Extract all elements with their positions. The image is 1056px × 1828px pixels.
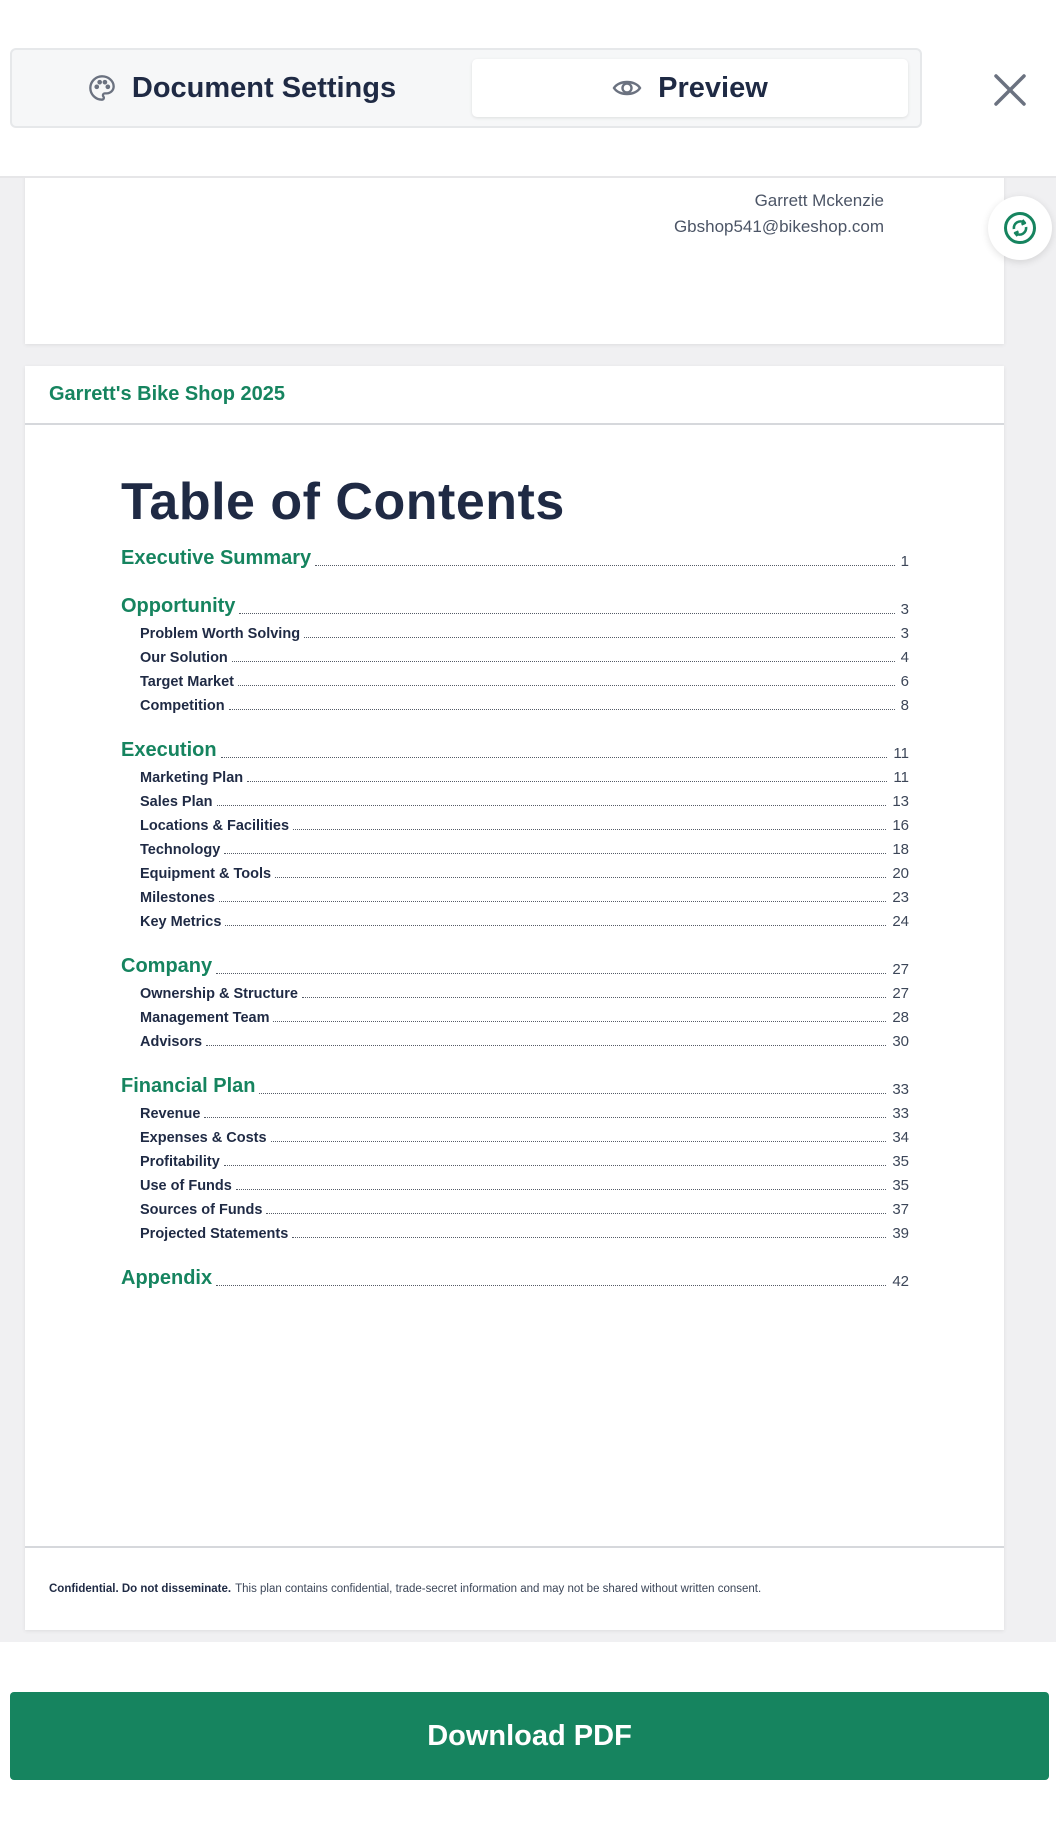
toc-entry-sub[interactable] xyxy=(121,692,909,716)
toc-entry-page: 3 xyxy=(900,601,909,618)
toc-subentry-label: Use of Funds xyxy=(140,1178,232,1194)
document-title: Garrett's Bike Shop 2025 xyxy=(49,383,285,405)
toc-subentry-label: Our Solution xyxy=(140,650,228,666)
toc-entry-label: Company xyxy=(121,955,213,977)
confidential-text: This plan contains confidential, trade-secret information and may not be shared without written consent. xyxy=(235,1583,762,1595)
toc-entry-main[interactable] xyxy=(121,590,909,620)
toc-section xyxy=(121,542,909,572)
toc-entry-sub[interactable] xyxy=(121,908,909,932)
dot-leader xyxy=(275,877,886,878)
dot-leader xyxy=(229,709,895,710)
tab-preview-label: Preview xyxy=(658,71,768,104)
toc-subentry-label: Profitability xyxy=(140,1154,220,1170)
toc-section xyxy=(121,590,909,716)
toc-subentry-label: Advisors xyxy=(140,1034,203,1050)
dot-leader xyxy=(224,1165,887,1166)
toc-entry-main[interactable] xyxy=(121,1070,909,1100)
toc-section xyxy=(121,1262,909,1292)
toc-entry-main[interactable] xyxy=(121,734,909,764)
close-button[interactable] xyxy=(990,70,1030,110)
toc-subentry-page: 3 xyxy=(900,625,909,642)
toc-entry-main[interactable] xyxy=(121,1262,909,1292)
toc-subentry-page: 30 xyxy=(892,1033,909,1050)
toc-entry-sub[interactable] xyxy=(121,1028,909,1052)
toc-entry-sub[interactable] xyxy=(121,644,909,668)
toc-entry-sub[interactable] xyxy=(121,668,909,692)
dot-leader xyxy=(206,1045,886,1046)
toc-subentry-page: 37 xyxy=(892,1201,909,1218)
dot-leader xyxy=(292,1237,886,1238)
toc-subentry-page: 6 xyxy=(900,673,909,690)
toc-list xyxy=(121,542,909,1292)
dot-leader xyxy=(221,757,888,758)
dot-leader xyxy=(273,1021,886,1022)
toc-section xyxy=(121,950,909,1052)
toc-subentry-page: 33 xyxy=(892,1105,909,1122)
dot-leader xyxy=(219,901,886,902)
toc-entry-sub[interactable] xyxy=(121,812,909,836)
cover-contact xyxy=(674,188,884,240)
toc-entry-page: 1 xyxy=(900,553,909,570)
close-icon xyxy=(990,70,1030,110)
dot-leader xyxy=(304,637,895,638)
toc-entry-sub[interactable] xyxy=(121,980,909,1004)
toc-entry-sub[interactable] xyxy=(121,620,909,644)
top-header xyxy=(0,0,1056,176)
toc-entry-sub[interactable] xyxy=(121,1124,909,1148)
toc-subentry-label: Revenue xyxy=(140,1106,201,1122)
toc-subentry-page: 16 xyxy=(892,817,909,834)
toc-entry-sub[interactable] xyxy=(121,1172,909,1196)
dot-leader xyxy=(217,805,887,806)
toc-entry-label: Executive Summary xyxy=(121,547,312,569)
toc-section xyxy=(121,734,909,932)
toc-subentry-label: Ownership & Structure xyxy=(140,986,298,1002)
download-pdf-button[interactable]: Download PDF xyxy=(10,1692,1049,1780)
toc-subentry-page: 24 xyxy=(892,913,909,930)
toc-entry-main[interactable] xyxy=(121,542,909,572)
bottom-bar xyxy=(0,1642,1056,1828)
toc-subentry-label: Milestones xyxy=(140,890,215,906)
toc-entry-sub[interactable] xyxy=(121,764,909,788)
toc-entry-label: Financial Plan xyxy=(121,1075,256,1097)
eye-icon xyxy=(612,77,642,99)
toc-entry-label: Execution xyxy=(121,739,217,761)
toc-subentry-page: 35 xyxy=(892,1177,909,1194)
confidential-bold: Confidential. Do not disseminate. xyxy=(49,1583,232,1595)
toc-subentry-label: Key Metrics xyxy=(140,914,222,930)
toc-subentry-page: 35 xyxy=(892,1153,909,1170)
sync-button[interactable] xyxy=(988,196,1052,260)
toc-entry-main[interactable] xyxy=(121,950,909,980)
dot-leader xyxy=(271,1141,887,1142)
dot-leader xyxy=(204,1117,886,1118)
dot-leader xyxy=(225,925,886,926)
toc-entry-sub[interactable] xyxy=(121,1220,909,1244)
toc-entry-label: Opportunity xyxy=(121,595,236,617)
toc-entry-page: 42 xyxy=(892,1273,909,1290)
author-email: Gbshop541@bikeshop.com xyxy=(673,217,884,236)
toc-subentry-page: 27 xyxy=(892,985,909,1002)
cover-page xyxy=(25,176,1004,344)
toc-entry-sub[interactable] xyxy=(121,884,909,908)
tab-preview[interactable] xyxy=(472,59,908,117)
table-of-contents xyxy=(121,470,909,1292)
toc-subentry-page: 23 xyxy=(892,889,909,906)
toc-subentry-label: Management Team xyxy=(140,1010,270,1026)
dot-leader xyxy=(239,613,894,614)
toc-subentry-page: 8 xyxy=(900,697,909,714)
toc-subentry-label: Projected Statements xyxy=(140,1226,289,1242)
toc-entry-page: 27 xyxy=(892,961,909,978)
toc-subentry-label: Expenses & Costs xyxy=(140,1130,267,1146)
document-preview-area[interactable] xyxy=(0,176,1056,1642)
toc-entry-label: Appendix xyxy=(121,1267,213,1289)
toc-subentry-label: Target Market xyxy=(140,674,235,690)
dot-leader xyxy=(224,853,886,854)
dot-leader xyxy=(259,1093,886,1094)
dot-leader xyxy=(302,997,886,998)
dot-leader xyxy=(293,829,886,830)
toc-subentry-page: 11 xyxy=(893,769,909,786)
toc-subentry-label: Technology xyxy=(140,842,221,858)
toc-subentry-page: 20 xyxy=(892,865,909,882)
toc-entry-sub[interactable] xyxy=(121,1004,909,1028)
palette-icon xyxy=(88,74,116,102)
toc-subentry-label: Sources of Funds xyxy=(140,1202,263,1218)
toc-subentry-page: 4 xyxy=(900,649,909,666)
toc-subentry-label: Problem Worth Solving xyxy=(140,626,301,642)
dot-leader xyxy=(236,1189,886,1190)
toc-page xyxy=(25,366,1004,1630)
toc-subentry-page: 28 xyxy=(892,1009,909,1026)
toc-entry-sub[interactable] xyxy=(121,836,909,860)
toc-section xyxy=(121,1070,909,1244)
confidential-footer xyxy=(25,1546,1004,1630)
dot-leader xyxy=(315,565,895,566)
sync-icon xyxy=(1003,211,1037,245)
view-tabs xyxy=(10,48,922,128)
toc-entry-sub[interactable] xyxy=(121,1196,909,1220)
toc-subentry-page: 39 xyxy=(892,1225,909,1242)
toc-subentry-label: Equipment & Tools xyxy=(140,866,272,882)
dot-leader xyxy=(216,1285,886,1286)
toc-subentry-label: Locations & Facilities xyxy=(140,818,290,834)
dot-leader xyxy=(232,661,895,662)
toc-subentry-page: 13 xyxy=(892,793,909,810)
page-header xyxy=(25,366,1004,425)
tab-document-settings-label: Document Settings xyxy=(131,71,397,104)
toc-entry-sub[interactable] xyxy=(121,1148,909,1172)
dot-leader xyxy=(247,781,887,782)
toc-subentry-page: 18 xyxy=(892,841,909,858)
toc-entry-sub[interactable] xyxy=(121,788,909,812)
toc-subentry-page: 34 xyxy=(892,1129,909,1146)
toc-entry-page: 33 xyxy=(892,1081,909,1098)
toc-heading: Table of Contents xyxy=(121,473,565,531)
toc-subentry-label: Marketing Plan xyxy=(140,770,244,786)
toc-entry-sub[interactable] xyxy=(121,1100,909,1124)
toc-entry-page: 11 xyxy=(893,745,909,762)
dot-leader xyxy=(266,1213,886,1214)
author-name: Garrett Mckenzie xyxy=(754,191,884,210)
toc-subentry-label: Sales Plan xyxy=(140,794,213,810)
dot-leader xyxy=(238,685,895,686)
tab-document-settings[interactable] xyxy=(12,59,472,117)
toc-subentry-label: Competition xyxy=(140,698,225,714)
dot-leader xyxy=(216,973,886,974)
toc-entry-sub[interactable] xyxy=(121,860,909,884)
